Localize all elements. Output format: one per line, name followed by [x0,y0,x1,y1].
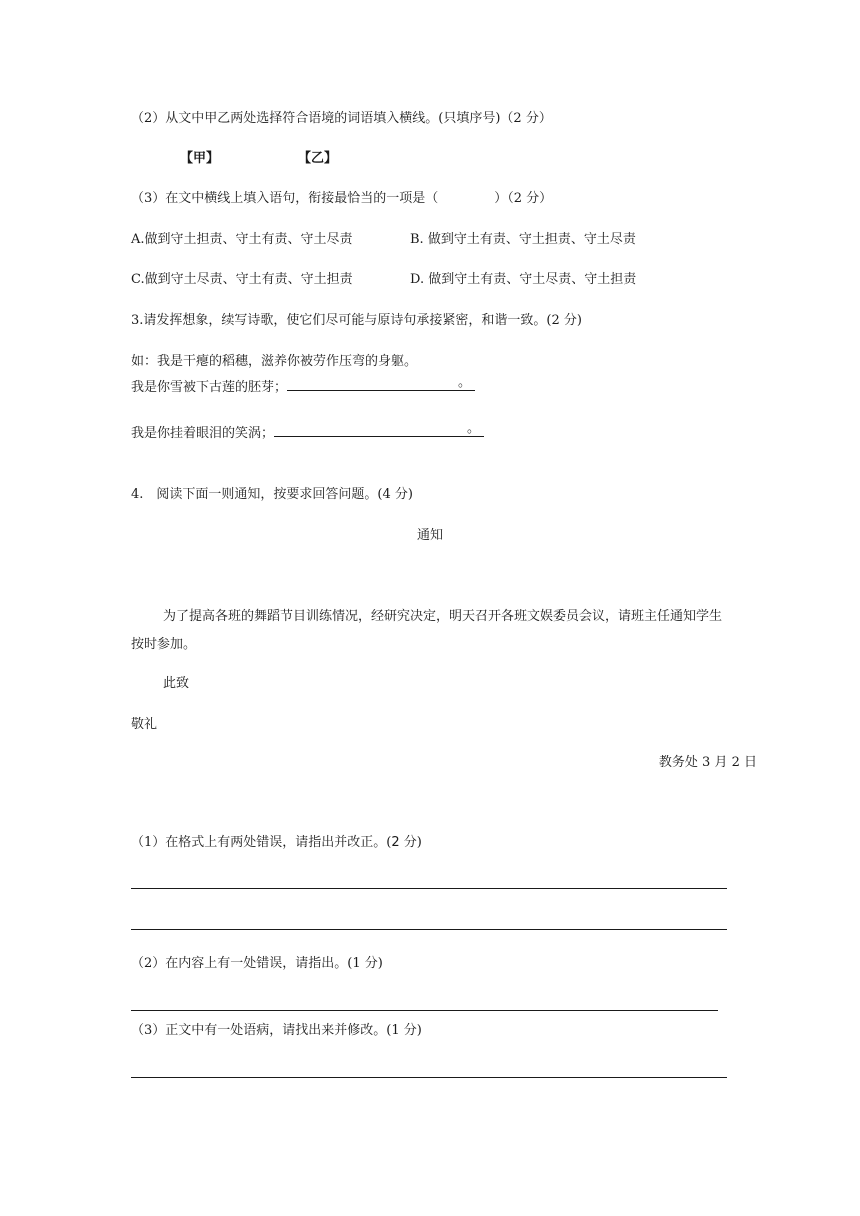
poem-line-2-text: 我是你挂着眼泪的笑涡； [131,426,275,441]
poem-line-1 [131,376,475,397]
sub-question-1-end: 分) [399,835,422,850]
sub-question-1-score: 2 [391,835,400,850]
option-b: B. 做到守土有责、守土担责、守土尽责 [410,232,636,247]
notice-body: 为了提高各班的舞蹈节目训练情况，经研究决定，明天召开各班文娱委员会议，请班主任通知学生按时参加。 [131,609,723,652]
notice-cizhi: 此致 [163,676,190,691]
answer-line-4[interactable] [131,1077,727,1078]
question-3-prompt-end: ）（2 分） [494,191,553,206]
poem-prompt: 3.请发挥想象，续写诗歌，使它们尽可能与原诗句承接紧密，和谐一致。(2 分) [131,313,582,328]
option-d: D. 做到守土有责、守土尽责、守土担责 [410,272,637,287]
poem-line-1-blank[interactable] [287,376,475,391]
poem-line-2-period: 。 [467,421,481,436]
answer-line-1[interactable] [131,888,727,889]
question-3-prompt [131,190,552,208]
question-3-prompt-start: （3）在文中横线上填入语句，衔接最恰当的一项是（ [131,191,439,206]
sub-question-1-text: （1）在格式上有两处错误，请指出并改正。( [131,835,392,850]
option-a: A.做到守土担责、守土有责、守土尽责 [131,232,353,247]
poem-line-1-period: 。 [458,375,472,390]
answer-line-3[interactable] [131,1010,718,1011]
yi-label: 【乙】 [298,151,338,166]
poem-line-1-text: 我是你雪被下古莲的胚芽； [131,380,288,395]
poem-example: 如：我是干瘪的稻穗，滋养你被劳作压弯的身躯。 [131,354,418,369]
poem-line-2-blank[interactable] [274,422,484,437]
sub-question-3: （3）正文中有一处语病，请找出来并修改。(1 分) [131,1023,422,1038]
notice-jingli: 敬礼 [131,717,158,732]
notice-prompt: 4. 阅读下面一则通知，按要求回答问题。(4 分) [131,487,413,502]
notice-signature: 教务处 3 月 2 日 [658,755,757,770]
poem-line-2 [131,422,484,443]
jia-label: 【甲】 [180,151,220,166]
answer-line-2[interactable] [131,929,727,930]
question-2-prompt: （2）从文中甲乙两处选择符合语境的词语填入横线。(只填序号)（2 分） [131,111,552,126]
option-c: C.做到守土尽责、守土有责、守土担责 [131,272,353,287]
notice-title: 通知 [416,528,443,543]
sub-question-1 [131,834,422,852]
sub-question-2: （2）在内容上有一处错误，请指出。(1 分) [131,956,383,971]
